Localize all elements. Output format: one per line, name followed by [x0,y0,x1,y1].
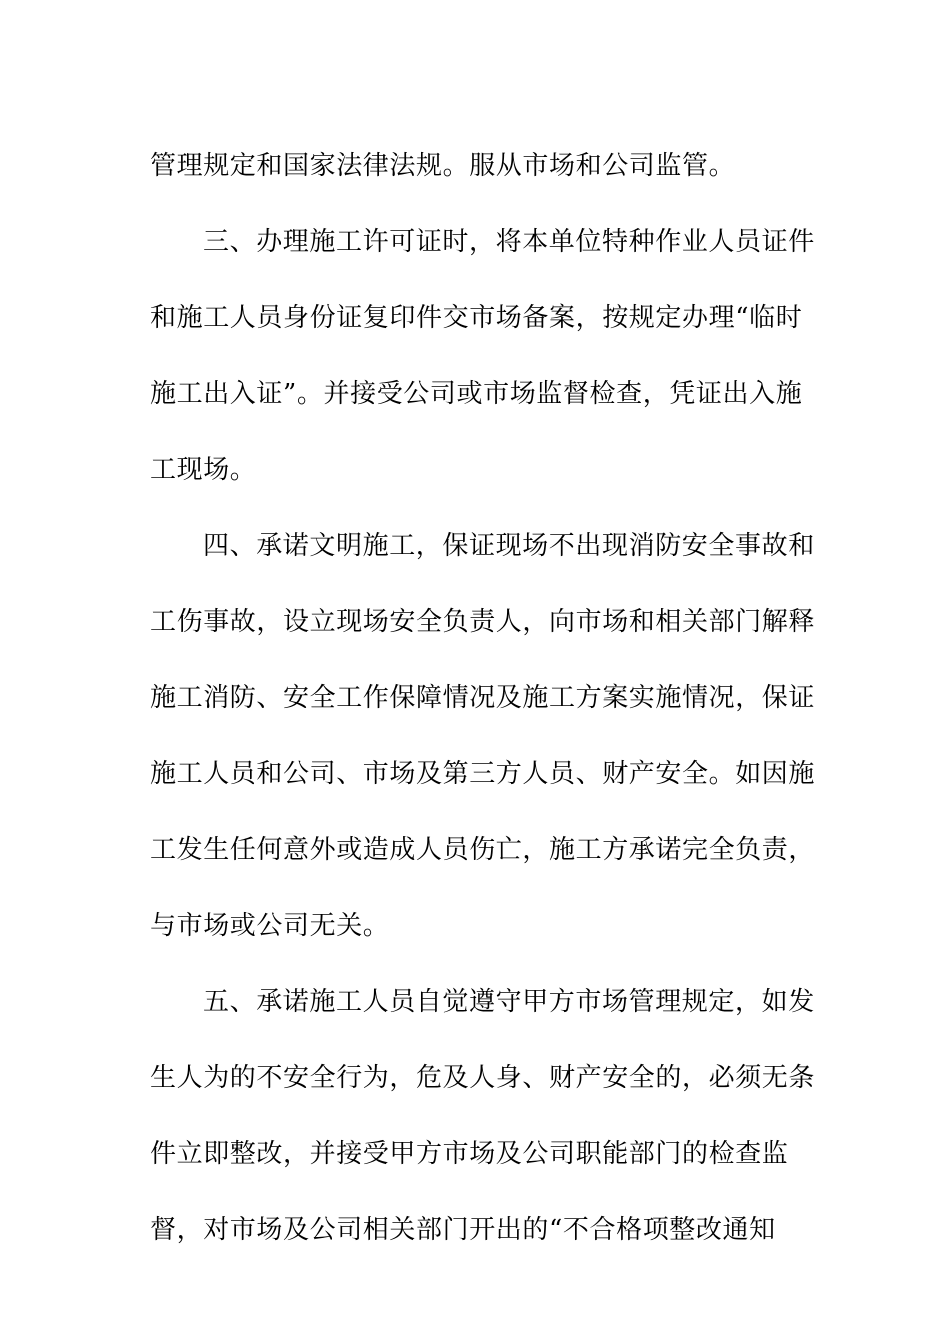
text-line: 管理规定和国家法律法规。服从市场和公司监管。 [150,151,736,181]
text-line: 施工出入证”。并接受公司或市场监督检查，凭证出入施 [150,379,803,409]
text-line: 五、承诺施工人员自觉遵守甲方市场管理规定，如发 [203,987,815,1017]
text-line: 施工消防、安全工作保障情况及施工方案实施情况，保证 [150,683,816,713]
text-line: 工发生任何意外或造成人员伤亡，施工方承诺完全负责， [150,835,816,865]
text-line: 工现场。 [150,455,257,485]
text-line: 与市场或公司无关。 [150,911,390,941]
document-body [150,128,816,1268]
text-line: 施工人员和公司、市场及第三方人员、财产安全。如因施 [150,759,816,789]
text-line: 件立即整改，并接受甲方市场及公司职能部门的检查监 [150,1139,789,1169]
paragraph-continuation [150,128,800,204]
text-line: 四、承诺文明施工，保证现场不出现消防安全事故和 [203,531,815,561]
text-line: 和施工人员身份证复印件交市场备案，按规定办理“临时 [150,303,803,333]
paragraph-item-4 [150,508,816,964]
paragraph-item-3 [150,204,815,508]
text-line: 生人为的不安全行为，危及人身、财产安全的，必须无条 [150,1063,816,1093]
text-line: 督，对市场及公司相关部门开出的“不合格项整改通知 [150,1215,776,1245]
text-line: 三、办理施工许可证时，将本单位特种作业人员证件 [203,227,815,257]
text-line: 工伤事故，设立现场安全负责人，向市场和相关部门解释 [150,607,816,637]
paragraph-item-5 [150,964,816,1268]
